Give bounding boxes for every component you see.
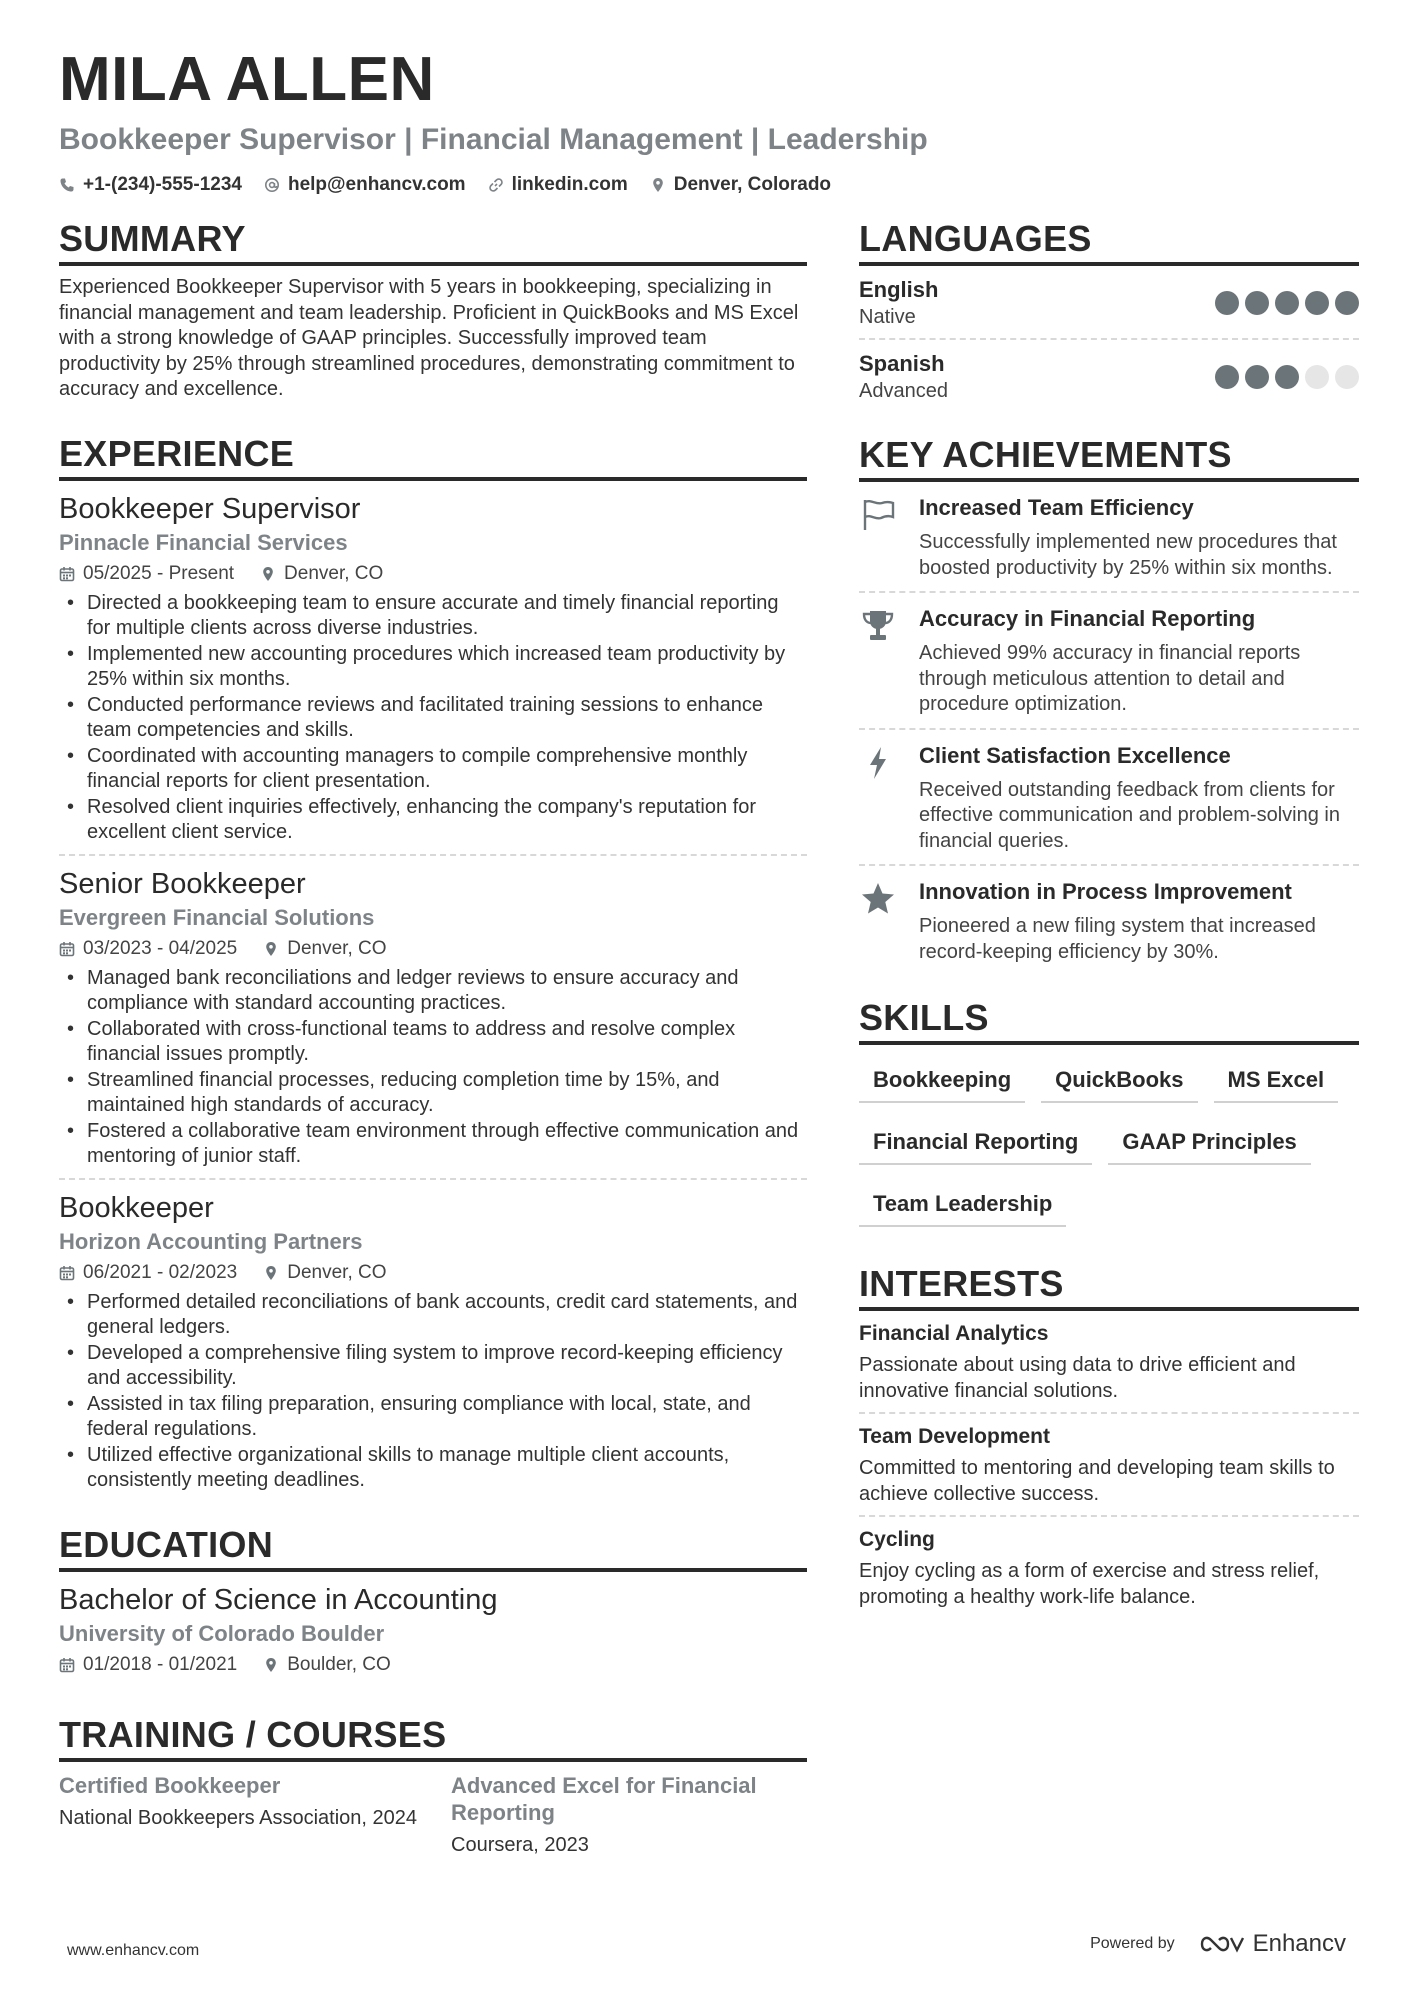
summary-section (59, 218, 807, 403)
skills-list (859, 1061, 1359, 1227)
rating-dot-filled (1245, 365, 1269, 389)
achievement-item (859, 866, 1359, 975)
job-bullet: • Utilized effective organizational skills to manage multiple client accounts, consistently meeting deadlines. (59, 1443, 807, 1494)
rating-dot-filled (1335, 291, 1359, 315)
job-dates (59, 934, 237, 964)
language-name: Spanish (859, 351, 945, 376)
experience-item (59, 856, 807, 1180)
calendar-icon (59, 1657, 75, 1673)
achievements-heading: KEY ACHIEVEMENTS (859, 434, 1359, 482)
rating-dot-empty (1335, 365, 1359, 389)
job-bullet: • Coordinated with accounting managers to compile comprehensive monthly financial reports for client presentation. (59, 744, 807, 795)
job-bullet: • Implemented new accounting procedures which increased team productivity by 25% within six months. (59, 642, 807, 693)
candidate-name: MILA ALLEN (59, 45, 435, 114)
training-org: Coursera, 2023 (451, 1833, 589, 1856)
location-pin-icon (260, 566, 276, 582)
job-bullet: • Resolved client inquiries effectively, enhancing the company's reputation for excellent client service. (59, 795, 807, 846)
languages-heading: LANGUAGES (859, 218, 1359, 266)
interest-desc: Enjoy cycling as a form of exercise and stress relief, promoting a healthy work-life balance. (859, 1560, 1320, 1608)
skills-heading: SKILLS (859, 997, 1359, 1045)
training-name: Advanced Excel for Financial Reporting (451, 1772, 757, 1825)
contact-location (650, 174, 831, 196)
rating-dot-filled (1275, 291, 1299, 315)
job-dates-text: 03/2023 - 04/2025 (83, 937, 238, 959)
job-location (263, 934, 386, 964)
trophy-icon (859, 605, 919, 718)
calendar-icon (59, 941, 75, 957)
job-meta (59, 559, 807, 589)
job-location-text: Denver, CO (287, 937, 387, 959)
interest-item (859, 1311, 1359, 1414)
right-column (859, 218, 1359, 1618)
powered-by-label: Powered by (1090, 1935, 1175, 1952)
achievement-title: Client Satisfaction Excellence (919, 742, 1231, 768)
training-item (451, 1772, 807, 1858)
job-bullet: • Fostered a collaborative team environment through effective communication and mentoring of junior staff. (59, 1119, 807, 1170)
footer-branding (1090, 1930, 1346, 1958)
job-meta (59, 1258, 807, 1288)
job-bullet: • Managed bank reconciliations and ledger reviews to ensure accuracy and compliance with standard accounting practices. (59, 966, 807, 1017)
job-role: Bookkeeper Supervisor (59, 492, 361, 525)
job-bullets (59, 591, 807, 846)
summary-heading: SUMMARY (59, 218, 807, 266)
skill-tag: GAAP Principles (1108, 1123, 1310, 1165)
location-pin-icon (650, 177, 666, 193)
job-bullets (59, 966, 807, 1170)
achievement-title: Accuracy in Financial Reporting (919, 606, 1256, 631)
left-column (59, 218, 807, 1858)
language-item (859, 340, 1359, 412)
job-dates-text: 05/2025 - Present (83, 562, 235, 584)
job-dates (59, 559, 234, 589)
achievement-desc: Achieved 99% accuracy in financial reports through meticulous attention to detail and procedure optimization. (919, 642, 1301, 715)
job-bullet: • Collaborated with cross-functional teams to address and resolve complex financial issues promptly. (59, 1017, 807, 1068)
education-item (59, 1572, 807, 1680)
interest-item (859, 1517, 1359, 1618)
language-name: English (859, 277, 939, 302)
job-dates (59, 1258, 237, 1288)
lightning-icon (859, 742, 919, 855)
job-meta (59, 934, 807, 964)
experience-section (59, 433, 807, 1502)
school-name: University of Colorado Boulder (59, 1620, 385, 1646)
resume-header (59, 44, 1359, 196)
job-bullet: • Performed detailed reconciliations of bank accounts, credit card statements, and general ledgers. (59, 1290, 807, 1341)
job-role: Senior Bookkeeper (59, 867, 306, 900)
phone-text: +1-(234)-555-1234 (83, 174, 242, 195)
achievement-desc: Pioneered a new filing system that increased record-keeping efficiency by 30%. (919, 915, 1316, 963)
job-location (260, 559, 383, 589)
skills-section (859, 997, 1359, 1227)
skill-tag: Team Leadership (859, 1185, 1066, 1227)
job-bullet: • Assisted in tax filing preparation, ensuring compliance with local, state, and federal regulations. (59, 1392, 807, 1443)
job-bullet: • Streamlined financial processes, reducing completion time by 15%, and maintained high standards of accuracy. (59, 1068, 807, 1119)
experience-heading: EXPERIENCE (59, 433, 807, 481)
contact-email[interactable] (264, 174, 466, 196)
education-location-text: Boulder, CO (287, 1653, 391, 1675)
education-dates (59, 1650, 237, 1680)
education-section (59, 1524, 807, 1680)
summary-text: Experienced Bookkeeper Supervisor with 5 years in bookkeeping, specializing in financial management and team leadership. Proficient in QuickBooks and MS Excel with a strong knowledge of GAAP principles. Successfully improved team productivity by 25% through streamlined procedures, demonstrating commitment to accuracy and excellence. (59, 276, 799, 400)
contact-linkedin[interactable] (488, 174, 628, 196)
language-item (859, 266, 1359, 340)
rating-dot-filled (1215, 291, 1239, 315)
interest-title: Cycling (859, 1528, 935, 1551)
achievement-item (859, 593, 1359, 730)
rating-dot-filled (1215, 365, 1239, 389)
interest-desc: Passionate about using data to drive efficient and innovative financial solutions. (859, 1354, 1296, 1402)
training-org: National Bookkeepers Association, 2024 (59, 1806, 418, 1829)
achievement-title: Innovation in Process Improvement (919, 879, 1292, 904)
enhancv-logo-icon (1199, 1932, 1245, 1956)
flag-icon (859, 494, 919, 581)
language-level: Native (859, 306, 916, 328)
training-section (59, 1714, 807, 1858)
contact-phone[interactable] (59, 174, 242, 196)
phone-icon (59, 177, 75, 193)
rating-dot-filled (1305, 291, 1329, 315)
achievement-item (859, 482, 1359, 593)
training-heading: TRAINING / COURSES (59, 1714, 807, 1762)
achievements-section (859, 434, 1359, 975)
link-icon (488, 177, 504, 193)
job-bullet: • Developed a comprehensive filing system to improve record-keeping efficiency and accessibility. (59, 1341, 807, 1392)
experience-item (59, 1180, 807, 1502)
company-name: Pinnacle Financial Services (59, 529, 348, 555)
interest-item (859, 1414, 1359, 1517)
job-bullets (59, 1290, 807, 1494)
job-role: Bookkeeper (59, 1191, 214, 1224)
interest-desc: Committed to mentoring and developing team skills to achieve collective success. (859, 1457, 1335, 1505)
training-grid (59, 1772, 807, 1858)
job-bullet: • Directed a bookkeeping team to ensure accurate and timely financial reporting for multiple clients across diverse industries. (59, 591, 807, 642)
interest-title: Team Development (859, 1425, 1050, 1448)
job-location (263, 1258, 386, 1288)
interest-title: Financial Analytics (859, 1322, 1049, 1345)
experience-item (59, 481, 807, 856)
company-name: Horizon Accounting Partners (59, 1228, 363, 1254)
education-location (263, 1650, 391, 1680)
linkedin-text: linkedin.com (511, 174, 628, 195)
education-meta (59, 1650, 807, 1680)
location-text: Denver, Colorado (673, 174, 832, 195)
education-heading: EDUCATION (59, 1524, 807, 1572)
language-rating (1215, 365, 1359, 389)
skill-tag: MS Excel (1214, 1061, 1339, 1103)
skill-tag: Bookkeeping (859, 1061, 1025, 1103)
brand-logo[interactable] (1199, 1930, 1346, 1958)
job-bullet: • Conducted performance reviews and facilitated training sessions to enhance team competencies and skills. (59, 693, 807, 744)
interests-section (859, 1263, 1359, 1618)
skill-tag: QuickBooks (1041, 1061, 1197, 1103)
rating-dot-filled (1245, 291, 1269, 315)
rating-dot-empty (1305, 365, 1329, 389)
achievement-desc: Successfully implemented new procedures that boosted productivity by 25% within six months. (919, 531, 1337, 579)
job-location-text: Denver, CO (284, 562, 384, 584)
location-pin-icon (263, 941, 279, 957)
achievement-item (859, 730, 1359, 867)
footer-website[interactable]: www.enhancv.com (67, 1942, 200, 1959)
at-icon (264, 177, 280, 193)
email-text: help@enhancv.com (287, 174, 466, 195)
degree-name: Bachelor of Science in Accounting (59, 1583, 498, 1616)
languages-section (859, 218, 1359, 412)
star-icon (859, 878, 919, 965)
language-level: Advanced (859, 380, 948, 402)
location-pin-icon (263, 1657, 279, 1673)
training-item (59, 1772, 451, 1858)
achievement-title: Increased Team Efficiency (919, 495, 1194, 520)
company-name: Evergreen Financial Solutions (59, 904, 375, 930)
brand-name: Enhancv (1252, 1930, 1346, 1957)
calendar-icon (59, 1265, 75, 1281)
rating-dot-filled (1275, 365, 1299, 389)
education-dates-text: 01/2018 - 01/2021 (83, 1653, 238, 1675)
interests-heading: INTERESTS (859, 1263, 1359, 1311)
achievement-desc: Received outstanding feedback from clients for effective communication and problem-solving in financial queries. (919, 778, 1340, 852)
contact-bar (59, 174, 1359, 196)
candidate-title: Bookkeeper Supervisor | Financial Management | Leadership (59, 123, 928, 156)
location-pin-icon (263, 1265, 279, 1281)
calendar-icon (59, 566, 75, 582)
language-rating (1215, 291, 1359, 315)
job-dates-text: 06/2021 - 02/2023 (83, 1261, 238, 1283)
skill-tag: Financial Reporting (859, 1123, 1092, 1165)
training-name: Certified Bookkeeper (59, 1772, 281, 1798)
job-location-text: Denver, CO (287, 1261, 387, 1283)
